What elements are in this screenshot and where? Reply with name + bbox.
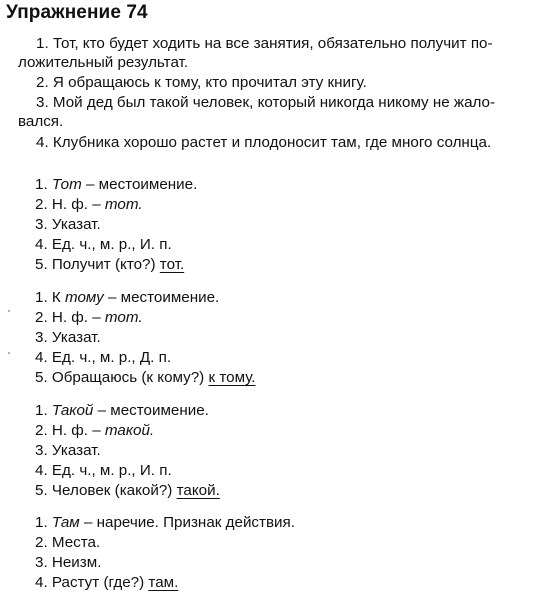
underlined-word: тот. <box>159 256 185 273</box>
analysis-1-line-4: 4. Ед. ч., м. р., И. п. <box>35 236 172 253</box>
analysis-3-line-1: 1. Такой – местоимение. <box>35 402 209 419</box>
sentence-2: 2. Я обращаюсь к тому, кто прочитал эту книгу. <box>36 74 367 91</box>
sentence-4: 4. Клубника хорошо растет и плодоносит там, где много солнца. <box>36 134 492 151</box>
sentence-3-line-1: 3. Мой дед был такой человек, который никогда никому не жало- <box>36 94 496 111</box>
analysis-3-word: Такой <box>51 402 94 419</box>
sentence-3-line-2: вался. <box>18 113 64 130</box>
scan-speck <box>8 310 10 312</box>
analysis-3-line-5: 5. Человек (какой?) такой. <box>35 482 220 499</box>
underlined-word: к тому. <box>208 369 256 386</box>
analysis-4-line-3: 3. Неизм. <box>35 554 102 571</box>
analysis-2-word: тому <box>64 289 104 306</box>
analysis-1-word: Тот <box>51 176 82 193</box>
scan-speck <box>8 352 10 354</box>
analysis-2-line-4: 4. Ед. ч., м. р., Д. п. <box>35 349 172 366</box>
exercise-title: Упражнение 74 <box>6 2 148 23</box>
analysis-1-line-5: 5. Получит (кто?) тот. <box>35 256 185 273</box>
analysis-2-line-2: 2. Н. ф. – тот. <box>35 309 143 326</box>
analysis-4-line-4: 4. Растут (где?) там. <box>35 574 179 591</box>
analysis-3-line-2: 2. Н. ф. – такой. <box>35 422 155 439</box>
analysis-2-line-5: 5. Обращаюсь (к кому?) к тому. <box>35 369 256 386</box>
analysis-3-line-4: 4. Ед. ч., м. р., И. п. <box>35 462 172 479</box>
underlined-word: там. <box>148 574 179 591</box>
analysis-1-line-2: 2. Н. ф. – тот. <box>35 196 143 213</box>
analysis-3-line-3: 3. Указат. <box>35 442 101 459</box>
sentence-1-line-2: ложительный результат. <box>18 54 189 71</box>
sentence-1-line-1: 1. Тот, кто будет ходить на все занятия, обязательно получит по- <box>36 35 493 52</box>
analysis-4-line-1: 1. Там – наречие. Признак действия. <box>35 514 295 531</box>
analysis-2-line-3: 3. Указат. <box>35 329 101 346</box>
analysis-1-line-3: 3. Указат. <box>35 216 101 233</box>
analysis-4-word: Там <box>51 514 80 531</box>
underlined-word: такой. <box>176 482 220 499</box>
analysis-1-line-1: 1. Тот – местоимение. <box>35 176 198 193</box>
analysis-4-line-2: 2. Места. <box>35 534 101 551</box>
analysis-2-line-1: 1. К тому – местоимение. <box>35 289 220 306</box>
